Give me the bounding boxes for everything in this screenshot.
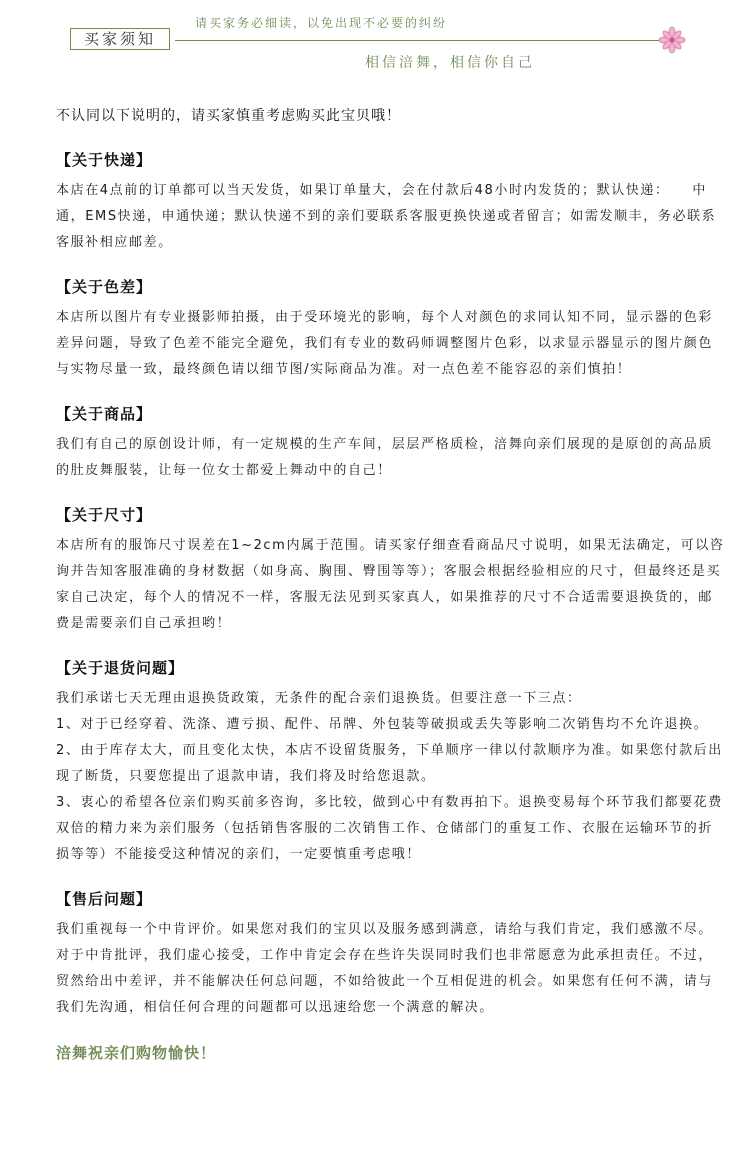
section-heading: 【关于快递】	[56, 151, 153, 169]
notice-content	[56, 106, 726, 1063]
section-heading: 【售后问题】	[56, 890, 153, 908]
section-paragraph: 本店所以图片有专业摄影师拍摄，由于受环境光的影响，每个人对颜色的求同认知不同，显示器的色彩差异问题，导致了色差不能完全避免，我们有专业的数码师调整图片色彩，以求显示器显示的图片颜色与实物尽量一致，最终颜色请以细节图/实际商品为准。对一点色差不能容忍的亲们慎拍！	[56, 310, 714, 377]
intro-notice: 不认同以下说明的，请买家慎重考虑购买此宝贝哦！	[56, 108, 401, 124]
section-paragraph: 1、对于已经穿着、洗涤、遭亏损、配件、吊牌、外包装等破损或丢失等影响二次销售均不允许退换。	[56, 717, 709, 732]
section-paragraph: 本店所有的服饰尺寸误差在1~2cm内属于范围。请买家仔细查看商品尺寸说明，如果无法确定，可以咨询并告知客服准确的身材数据（如身高、胸围、臀围等等）；客服会根据经验相应的尺寸，但最终还是买家自己决定，每个人的情况不一样，客服无法见到买家真人，如果推荐的尺寸不合适需要退换货的，邮费是需要亲们自己承担哟！	[56, 538, 725, 631]
section-after-sales	[56, 889, 726, 1021]
section-heading: 【关于退货问题】	[56, 659, 185, 677]
section-paragraph: 我们重视每一个中肯评价。如果您对我们的宝贝以及服务感到满意，请给与我们肯定，我们感激不尽。对于中肯批评，我们虚心接受，工作中肯定会存在些许失误同时我们也非常愿意为此承担责任。不过，贸然给出中差评，并不能解决任何总问题，不如给彼此一个互相促进的机会。如果您有任何不满，请与我们先沟通，相信任何合理的问题都可以迅速给您一个满意的解决。	[56, 922, 714, 1015]
section-products	[56, 404, 726, 484]
section-paragraph: 2、由于库存太大，而且变化太快，本店不设留货服务，下单顺序一律以付款顺序为准。如果您付款后出现了断货，只要您提出了退款申请，我们将及时给您退款。	[56, 743, 723, 784]
closing-message: 涪舞祝亲们购物愉快！	[56, 1044, 217, 1062]
section-paragraph: 本店在4点前的订单都可以当天发货，如果订单量大，会在付款后48小时内发货的；默认快递： 中通，EMS快递，申通快递；默认快递不到的亲们要联系客服更换快递或者留言；如需发顺丰，务必联系客服补相应邮差。	[56, 183, 717, 250]
section-color-difference	[56, 277, 726, 383]
section-heading: 【关于色差】	[56, 278, 153, 296]
section-paragraph: 3、衷心的希望各位亲们购买前多咨询，多比较，做到心中有数再拍下。退换变易每个环节我们都要花费双倍的精力来为亲们服务（包括销售客服的二次销售工作、仓储部门的重复工作、衣服在运输环节的折损等等）不能接受这种情况的亲们，一定要慎重考虑哦！	[56, 795, 723, 862]
section-paragraph: 我们承诺七天无理由退换货政策，无条件的配合亲们退换货。但要注意一下三点：	[56, 691, 582, 706]
header-tagline: 请买家务必细读，以免出现不必要的纠纷	[195, 16, 448, 30]
section-heading: 【关于商品】	[56, 405, 153, 423]
section-shipping	[56, 150, 726, 256]
flower-icon	[658, 26, 686, 54]
header-divider	[175, 40, 663, 41]
page-title: 买家须知	[70, 28, 170, 50]
header	[0, 0, 750, 80]
section-returns	[56, 658, 726, 868]
section-paragraph: 我们有自己的原创设计师，有一定规模的生产车间，层层严格质检，涪舞向亲们展现的是原创的高品质的肚皮舞服装，让每一位女士都爱上舞动中的自己！	[56, 437, 714, 478]
section-sizing	[56, 505, 726, 637]
header-motto: 相信涪舞，相信你自己	[365, 55, 535, 71]
section-heading: 【关于尺寸】	[56, 506, 153, 524]
